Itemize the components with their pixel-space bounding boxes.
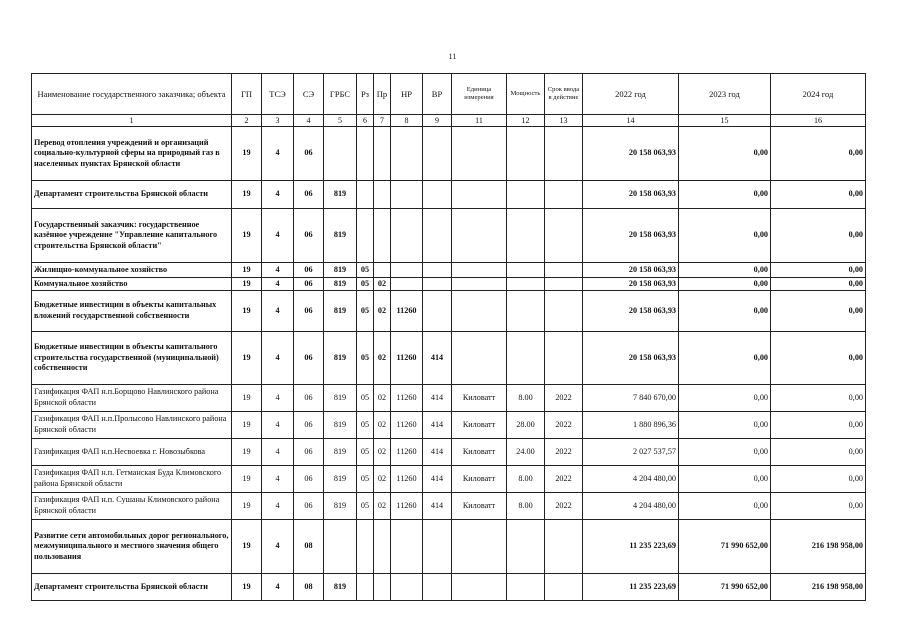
table-cell: 06 [294, 263, 324, 278]
table-cell: 08 [294, 520, 324, 574]
table-cell: 7 840 670,00 [583, 385, 679, 412]
column-number: 15 [679, 115, 771, 127]
table-cell: 05 [357, 466, 374, 493]
table-cell [545, 291, 583, 332]
table-cell: 02 [374, 332, 391, 385]
column-number: 11 [452, 115, 507, 127]
table-cell [374, 574, 391, 601]
table-cell: 8.00 [507, 385, 545, 412]
table-cell: 0,00 [679, 466, 771, 493]
table-cell: Киловатт [452, 412, 507, 439]
table-cell [507, 127, 545, 181]
table-cell: 02 [374, 466, 391, 493]
table-cell: 06 [294, 493, 324, 520]
table-cell: 06 [294, 466, 324, 493]
table-cell: 216 198 958,00 [771, 574, 866, 601]
table-cell: 819 [324, 278, 357, 291]
table-cell: 06 [294, 209, 324, 263]
table-cell [423, 291, 452, 332]
table-cell: 06 [294, 385, 324, 412]
table-cell: 0,00 [771, 439, 866, 466]
table-cell: 02 [374, 493, 391, 520]
object-name-cell: Газификация ФАП н.п.Несвоевка г. Новозыбкова [32, 439, 232, 466]
table-row [32, 466, 866, 493]
table-cell: 4 204 480,00 [583, 466, 679, 493]
table-cell: 0,00 [771, 332, 866, 385]
table-cell: 20 158 063,93 [583, 181, 679, 209]
table-cell: 02 [374, 439, 391, 466]
table-cell: 08 [294, 574, 324, 601]
table-cell: 4 [262, 439, 294, 466]
object-name-cell: Газификация ФАП н.п. Сушаны Климовского района Брянской области [32, 493, 232, 520]
header-cell: 2024 год [771, 74, 866, 115]
table-cell: 414 [423, 466, 452, 493]
table-cell [452, 181, 507, 209]
table-cell [507, 574, 545, 601]
table-cell: 819 [324, 412, 357, 439]
table-cell [452, 209, 507, 263]
table-cell [374, 209, 391, 263]
column-number: 2 [232, 115, 262, 127]
table-cell: 28.00 [507, 412, 545, 439]
table-cell: Киловатт [452, 385, 507, 412]
table-row [32, 493, 866, 520]
table-cell [507, 209, 545, 263]
table-cell: 0,00 [771, 385, 866, 412]
table-cell: 19 [232, 278, 262, 291]
table-cell: 11260 [391, 332, 423, 385]
table-cell [423, 574, 452, 601]
table-cell [507, 332, 545, 385]
table-cell: 4 [262, 263, 294, 278]
column-number: 5 [324, 115, 357, 127]
table-cell: 19 [232, 439, 262, 466]
table-cell: 4 [262, 278, 294, 291]
table-cell [452, 574, 507, 601]
table-cell [452, 127, 507, 181]
table-cell: 0,00 [679, 385, 771, 412]
table-cell: 19 [232, 127, 262, 181]
table-cell: 19 [232, 209, 262, 263]
table-row [32, 127, 866, 181]
table-cell: 0,00 [771, 209, 866, 263]
table-cell [507, 263, 545, 278]
table-cell: 71 990 652,00 [679, 574, 771, 601]
table-cell: 19 [232, 574, 262, 601]
table-cell [391, 278, 423, 291]
object-name-cell: Бюджетные инвестиции в объекты капитального строительства государственной (муниципальной) собственности [32, 332, 232, 385]
table-cell: 20 158 063,93 [583, 263, 679, 278]
table-cell: 11260 [391, 412, 423, 439]
object-name-cell: Перевод отопления учреждений и организаций социально-культурной сферы на природный газ в населенных пунктах Брянской области [32, 127, 232, 181]
table-cell [324, 127, 357, 181]
table-cell [391, 209, 423, 263]
table-cell: 19 [232, 332, 262, 385]
table-cell: 06 [294, 127, 324, 181]
table-cell: 819 [324, 466, 357, 493]
table-cell: 05 [357, 332, 374, 385]
header-row [32, 74, 866, 115]
table-cell: 414 [423, 439, 452, 466]
table-cell [357, 209, 374, 263]
table-row [32, 181, 866, 209]
header-cell: НР [391, 74, 423, 115]
table-row [32, 291, 866, 332]
table-cell [357, 520, 374, 574]
table-body [32, 74, 866, 601]
table-cell: Киловатт [452, 493, 507, 520]
table-cell: 0,00 [771, 412, 866, 439]
table-cell: 06 [294, 291, 324, 332]
header-cell: ВР [423, 74, 452, 115]
table-cell: 4 [262, 332, 294, 385]
table-cell: 19 [232, 520, 262, 574]
table-cell [507, 520, 545, 574]
table-cell: 19 [232, 493, 262, 520]
table-cell: 0,00 [679, 209, 771, 263]
table-cell: 02 [374, 385, 391, 412]
table-cell [357, 127, 374, 181]
table-cell: 11260 [391, 385, 423, 412]
table-cell: 11260 [391, 493, 423, 520]
table-cell: 0,00 [771, 278, 866, 291]
table-cell: 02 [374, 291, 391, 332]
table-cell [423, 520, 452, 574]
table-cell [452, 520, 507, 574]
table-cell: 02 [374, 278, 391, 291]
table-cell [545, 209, 583, 263]
table-cell: 0,00 [771, 181, 866, 209]
table-cell: 4 [262, 466, 294, 493]
table-cell [374, 520, 391, 574]
table-cell: 0,00 [679, 332, 771, 385]
table-cell: 11 235 223,69 [583, 520, 679, 574]
table-cell: 05 [357, 493, 374, 520]
header-cell: СЭ [294, 74, 324, 115]
table-row [32, 412, 866, 439]
table-cell: 05 [357, 278, 374, 291]
table-cell: 2022 [545, 385, 583, 412]
column-number: 4 [294, 115, 324, 127]
table-cell: 0,00 [679, 181, 771, 209]
object-name-cell: Департамент строительства Брянской области [32, 574, 232, 601]
object-name-cell: Государственный заказчик: государственное казённое учреждение "Управление капитального строительства Брянской области" [32, 209, 232, 263]
column-number: 1 [32, 115, 232, 127]
table-cell: 06 [294, 412, 324, 439]
table-row [32, 263, 866, 278]
table-cell: 11260 [391, 466, 423, 493]
table-cell: 819 [324, 385, 357, 412]
object-name-cell: Жилищно-коммунальное хозяйство [32, 263, 232, 278]
table-cell [507, 278, 545, 291]
table-row [32, 439, 866, 466]
table-cell: 4 [262, 574, 294, 601]
object-name-cell: Бюджетные инвестиции в объекты капитальных вложений государственной собственности [32, 291, 232, 332]
header-cell: Наименование государственного заказчика; объекта [32, 74, 232, 115]
table-cell [545, 278, 583, 291]
column-number: 16 [771, 115, 866, 127]
header-cell: Рз [357, 74, 374, 115]
table-cell: 819 [324, 493, 357, 520]
table-cell: 0,00 [771, 291, 866, 332]
table-cell: 11260 [391, 439, 423, 466]
column-number: 14 [583, 115, 679, 127]
table-cell: 0,00 [679, 412, 771, 439]
column-number: 8 [391, 115, 423, 127]
table-cell [452, 278, 507, 291]
table-cell: 0,00 [771, 493, 866, 520]
table-cell: 819 [324, 291, 357, 332]
table-cell: 20 158 063,93 [583, 209, 679, 263]
table-cell: 0,00 [771, 263, 866, 278]
header-cell: ГП [232, 74, 262, 115]
table-cell: 4 204 480,00 [583, 493, 679, 520]
table-cell: 819 [324, 439, 357, 466]
table-cell: 4 [262, 209, 294, 263]
table-cell: 4 [262, 385, 294, 412]
header-cell: ГРБС [324, 74, 357, 115]
object-name-cell: Коммунальное хозяйство [32, 278, 232, 291]
table-cell: 02 [374, 412, 391, 439]
column-number: 7 [374, 115, 391, 127]
table-cell: 819 [324, 209, 357, 263]
table-cell: 06 [294, 439, 324, 466]
table-cell: 05 [357, 291, 374, 332]
column-number: 3 [262, 115, 294, 127]
table-cell: 2022 [545, 466, 583, 493]
table-cell [391, 263, 423, 278]
table-cell: 414 [423, 493, 452, 520]
table-cell: 2 027 537,57 [583, 439, 679, 466]
table-cell: 4 [262, 291, 294, 332]
table-cell [391, 574, 423, 601]
table-cell [545, 574, 583, 601]
table-cell [545, 127, 583, 181]
table-row [32, 574, 866, 601]
table-cell: 0,00 [679, 291, 771, 332]
table-cell: 4 [262, 127, 294, 181]
table-cell: 11 235 223,69 [583, 574, 679, 601]
table-cell [423, 278, 452, 291]
table-cell: 20 158 063,93 [583, 291, 679, 332]
column-number: 12 [507, 115, 545, 127]
table-cell: 19 [232, 385, 262, 412]
table-cell [545, 332, 583, 385]
object-name-cell: Газификация ФАП н.п. Гетманская Буда Климовского района Брянской области [32, 466, 232, 493]
table-cell [374, 127, 391, 181]
header-cell: 2022 год [583, 74, 679, 115]
table-cell: 20 158 063,93 [583, 127, 679, 181]
table-row [32, 385, 866, 412]
table-cell: 819 [324, 574, 357, 601]
table-cell [374, 181, 391, 209]
table-cell [391, 520, 423, 574]
table-cell: 19 [232, 466, 262, 493]
table-cell [423, 127, 452, 181]
table-cell: 819 [324, 181, 357, 209]
table-cell: 0,00 [679, 127, 771, 181]
header-cell: Единица измерения [452, 74, 507, 115]
table-cell: 0,00 [679, 278, 771, 291]
table-cell: 06 [294, 181, 324, 209]
table-cell [545, 181, 583, 209]
table-cell: 414 [423, 412, 452, 439]
table-cell: 4 [262, 412, 294, 439]
table-cell [452, 263, 507, 278]
header-cell: Срок ввода в действие [545, 74, 583, 115]
table-cell: 2022 [545, 412, 583, 439]
table-cell: 05 [357, 439, 374, 466]
table-cell: 71 990 652,00 [679, 520, 771, 574]
table-cell: 4 [262, 520, 294, 574]
table-cell: 11260 [391, 291, 423, 332]
table-cell: 0,00 [679, 493, 771, 520]
table-cell: 819 [324, 332, 357, 385]
table-cell: 19 [232, 263, 262, 278]
table-cell: 1 880 896,36 [583, 412, 679, 439]
object-name-cell: Газификация ФАП н.п.Пролысово Навлинского района Брянской области [32, 412, 232, 439]
header-cell: Пр [374, 74, 391, 115]
table-cell [357, 181, 374, 209]
table-cell [507, 181, 545, 209]
table-cell: Киловатт [452, 466, 507, 493]
table-cell: 8.00 [507, 493, 545, 520]
table-cell [452, 332, 507, 385]
table-cell [391, 181, 423, 209]
table-cell: 19 [232, 291, 262, 332]
table-row [32, 209, 866, 263]
table-cell: 06 [294, 278, 324, 291]
table-row [32, 332, 866, 385]
table-cell [507, 291, 545, 332]
table-cell: 4 [262, 493, 294, 520]
object-name-cell: Департамент строительства Брянской области [32, 181, 232, 209]
table-cell [391, 127, 423, 181]
table-cell: 4 [262, 181, 294, 209]
table-cell [545, 520, 583, 574]
column-number: 9 [423, 115, 452, 127]
column-number: 6 [357, 115, 374, 127]
table-cell: 216 198 958,00 [771, 520, 866, 574]
table-cell: 06 [294, 332, 324, 385]
table-cell: 19 [232, 181, 262, 209]
table-cell: Киловатт [452, 439, 507, 466]
investment-table [31, 73, 866, 601]
page-number: 11 [448, 52, 457, 61]
table-cell: 2022 [545, 439, 583, 466]
object-name-cell: Развитие сети автомобильных дорог регионального, межмуниципального и местного значения общего пользования [32, 520, 232, 574]
table-cell: 414 [423, 332, 452, 385]
table-cell: 8.00 [507, 466, 545, 493]
object-name-cell: Газификация ФАП н.п.Борщово Навлинского района Брянской области [32, 385, 232, 412]
table-cell [423, 263, 452, 278]
table-cell: 0,00 [771, 466, 866, 493]
table-cell: 05 [357, 412, 374, 439]
header-cell: ТСЭ [262, 74, 294, 115]
table-cell [452, 291, 507, 332]
column-number: 13 [545, 115, 583, 127]
table-cell [423, 181, 452, 209]
table-cell [324, 520, 357, 574]
table-cell: 0,00 [679, 263, 771, 278]
table-cell: 414 [423, 385, 452, 412]
table-cell: 20 158 063,93 [583, 332, 679, 385]
table-cell: 819 [324, 263, 357, 278]
table-cell [357, 574, 374, 601]
table-cell: 24.00 [507, 439, 545, 466]
table-row [32, 520, 866, 574]
table-row [32, 278, 866, 291]
table-cell [374, 263, 391, 278]
table-cell: 0,00 [771, 127, 866, 181]
table-cell [545, 263, 583, 278]
table-cell: 05 [357, 263, 374, 278]
table-cell: 19 [232, 412, 262, 439]
table-cell [423, 209, 452, 263]
table-cell: 05 [357, 385, 374, 412]
table-cell: 20 158 063,93 [583, 278, 679, 291]
header-cell: 2023 год [679, 74, 771, 115]
column-number-row [32, 115, 866, 127]
header-cell: Мощность [507, 74, 545, 115]
table-cell: 2022 [545, 493, 583, 520]
table-cell: 0,00 [679, 439, 771, 466]
